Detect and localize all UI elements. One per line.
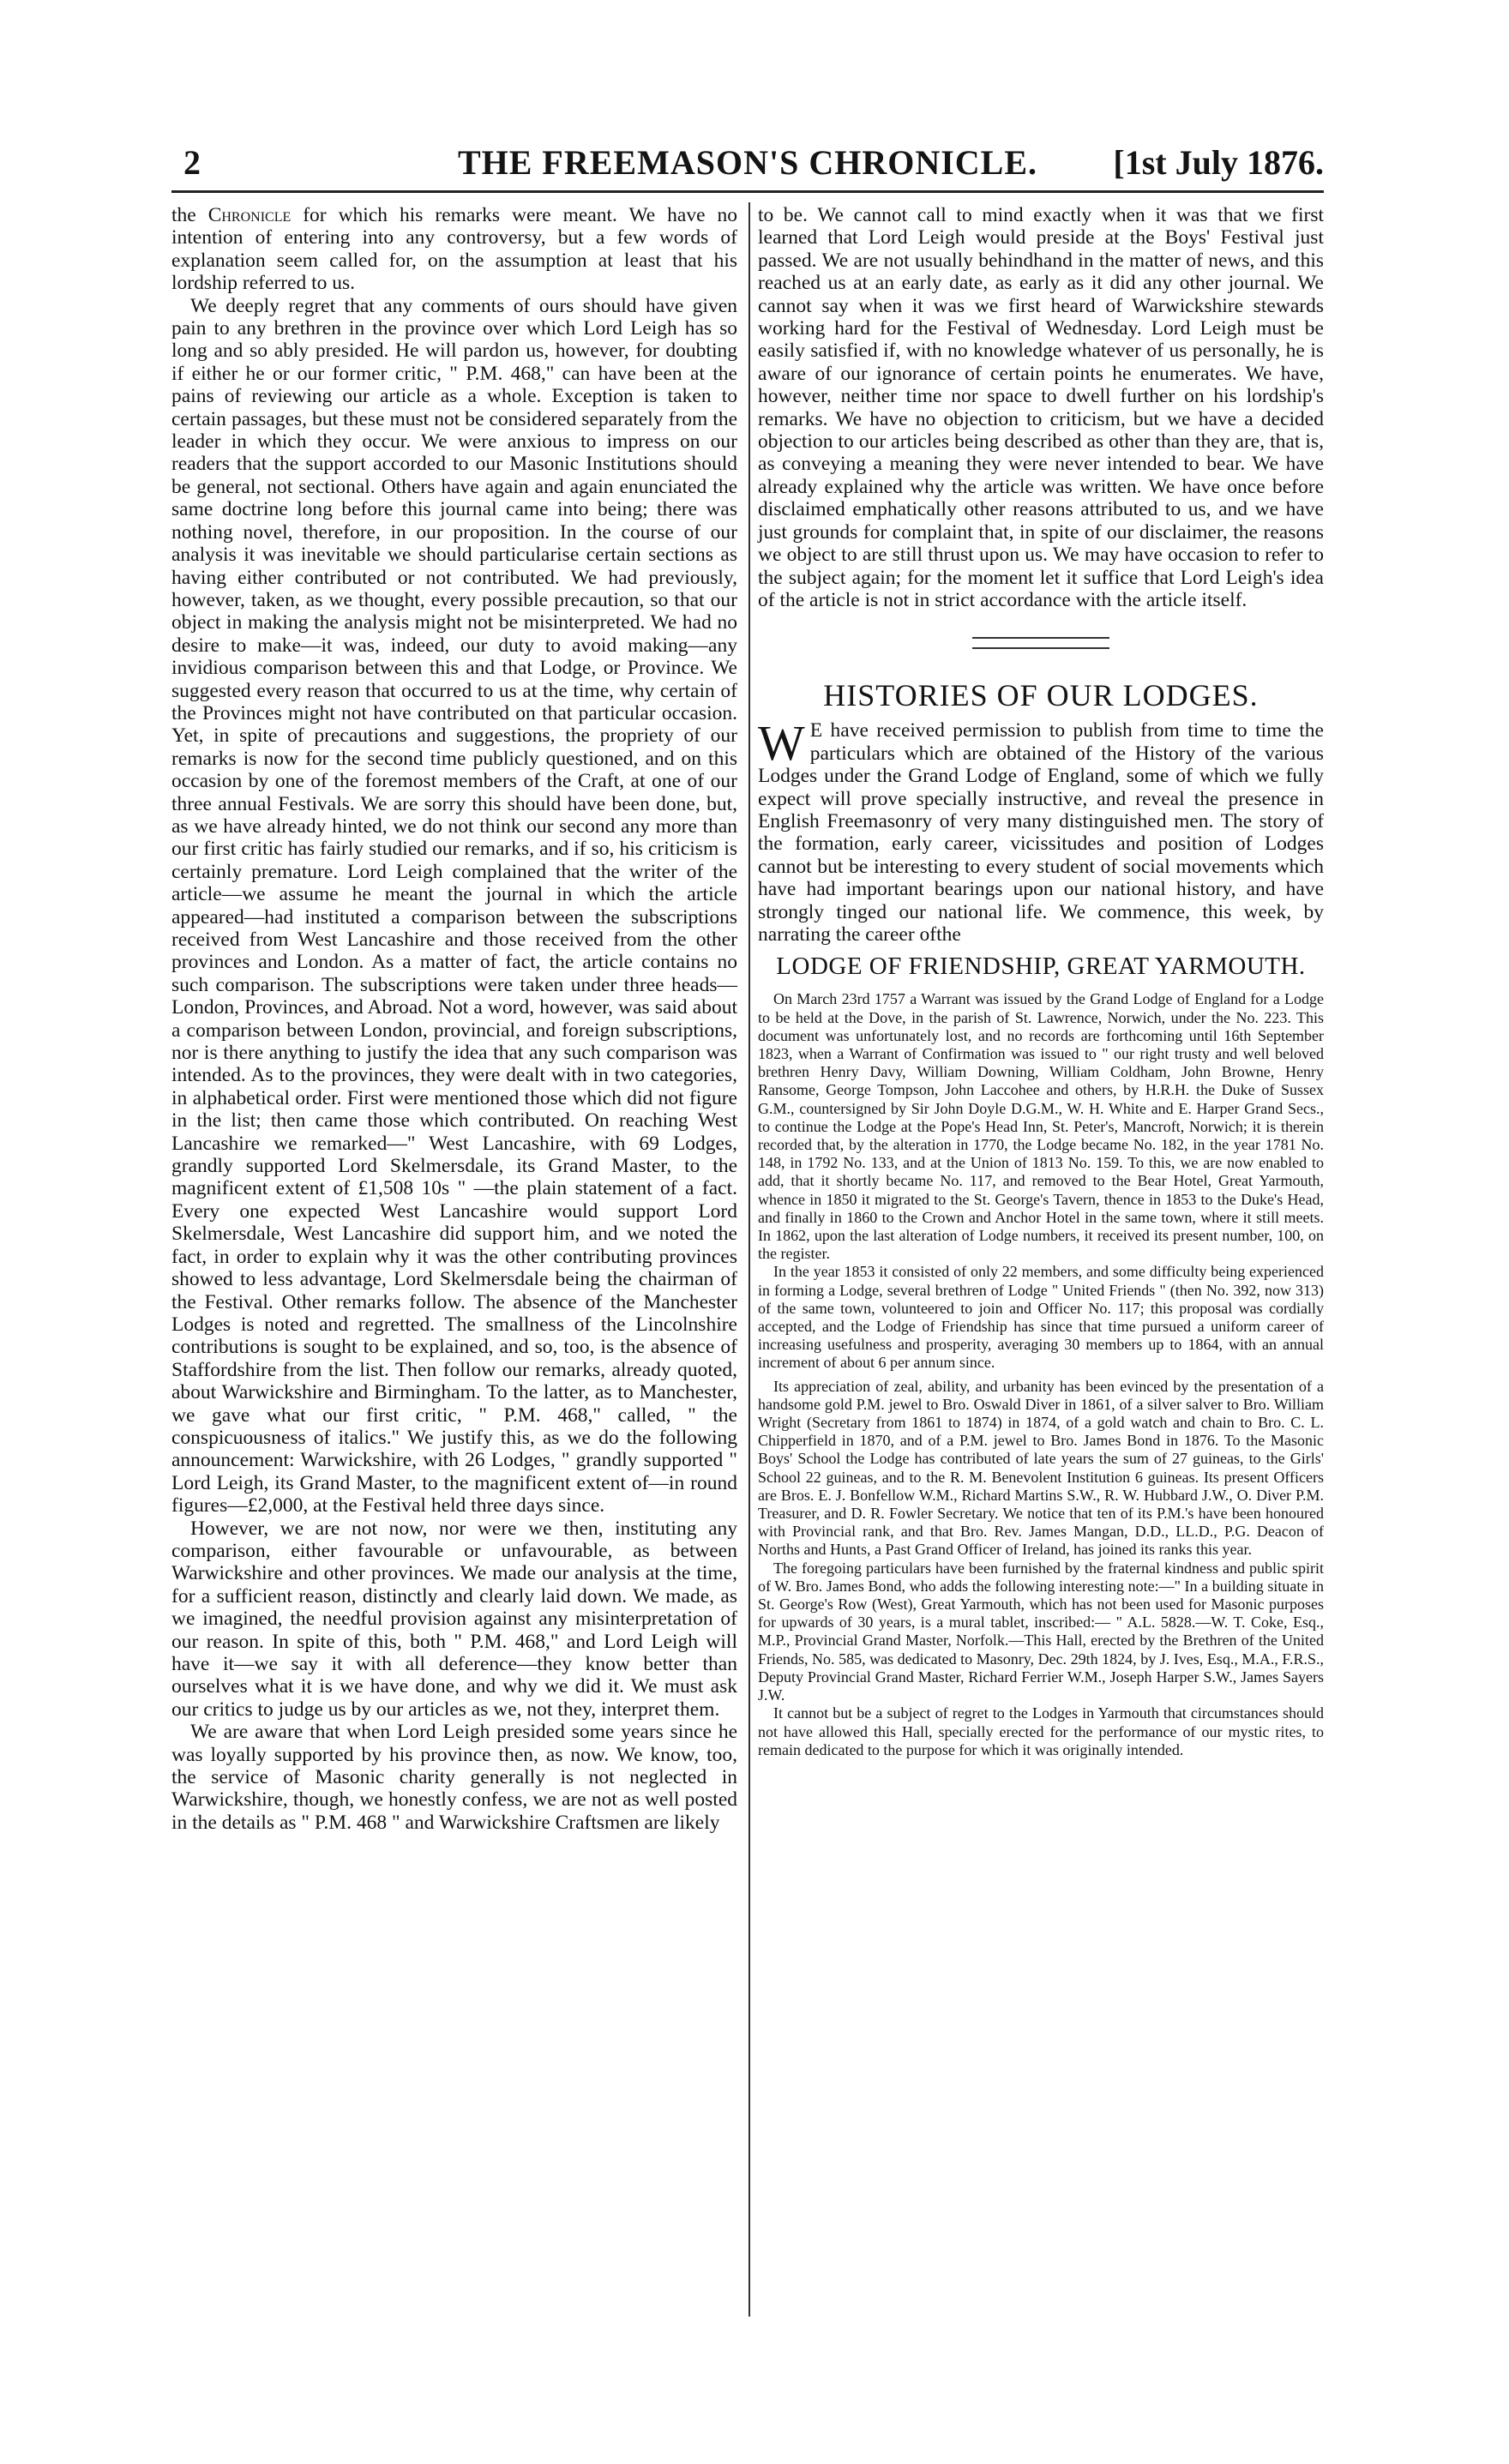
masthead bbox=[171, 139, 1324, 193]
article-subtitle: LODGE OF FRIENDSHIP, GREAT YARMOUTH. bbox=[776, 953, 1306, 981]
section-title: HISTORIES OF OUR LODGES. bbox=[823, 678, 1259, 713]
publication-title: THE FREEMASON'S CHRONICLE. bbox=[457, 143, 1038, 182]
drop-cap: W bbox=[758, 715, 805, 772]
continued-paragraph: to be. We cannot call to mind exactly when it was that we first learned that Lord Leigh would preside at the Boys' Festival just passed. We are not usually behindhand in the matter of news, and this reached us at an early date, as early as it did any other journal. We cannot say when it was we first heard of Warwickshire stewards working hard for the Festival of Wednesday. Lord Leigh must be easily satisfied if, with no knowledge whatever of us personally, he is aware of our ignorance of certain points he enumerates. We have, however, neither time nor space to dwell further on his lordship's remarks. We have no objection to criticism, but we have a decided objection to our articles being described as other than they are, that is, as conveying a meaning they were never intended to bear. We have already explained why the article was written. We have once before disclaimed emphatically other reasons attributed to us, and we have just grounds for complaint that, in spite of our disclaimer, the reasons we object to are still thrust upon us. We may have occasion to refer to the subject again; for the moment let it suffice that Lord Leigh's idea of the article is not in strict accordance with the article itself. bbox=[758, 204, 1324, 611]
paragraph: We are aware that when Lord Leigh presided some years since he was loyally supported by his province then, as now. We know, too, the service of Masonic charity generally is not neglected in Warwickshire, though, we honestly confess, we are not as well posted in the details as " P.M. 468 " and Warwickshire Craftsmen are likely bbox=[171, 1721, 737, 1834]
issue-date: [1st July 1876. bbox=[1113, 143, 1324, 182]
paragraph: In the year 1853 it consisted of only 22 members, and some difficulty being experienced in forming a Lodge, several brethren of Lodge " United Friends " (then No. 392, now 313) of the same town, volunteered to join and Officer No. 117; this proposal was cordially accepted, and the Lodge of Friendship has since that time pursued a uniform career of increasing usefulness and prosperity, averaging 30 members up to 1864, with an annual increment of about 6 per annum since. bbox=[758, 1263, 1324, 1372]
paragraph: The foregoing particulars have been furnished by the fraternal kindness and public spirit of W. Bro. James Bond, who adds the following interesting note:—" In a building situate in St. George's Row (West), Great Yarmouth, which has not been used for Masonic purposes for upwards of 30 years, is a mural tablet, inscribed:— " A.L. 5828.—W. T. Coke, Esq., M.P., Provincial Grand Master, Norfolk.—This Hall, erected by the Brethren of the United Friends, No. 585, was dedicated to Masonry, Dec. 29th 1824, by J. Ives, Esq., M.A., F.R.S., Deputy Provincial Grand Master, Richard Ferrier W.M., Joseph Harper S.W., James Sayers J.W. bbox=[758, 1559, 1324, 1704]
paragraph: However, we are not now, nor were we then, instituting any comparison, either favourable or unfavourable, as between Warwickshire and other provinces. We made our analysis at the time, for a sufficient reason, distinctly and clearly laid down. We made, as we imagined, the needful provision against any misinterpretation of our reason. In spite of this, both " P.M. 468," and Lord Leigh will have it—we say it with all deference—they know better than ourselves what it is we have done, and why we did it. We must ask our critics to judge us by our articles as we, not they, interpret them. bbox=[171, 1517, 737, 1721]
paragraph: We deeply regret that any comments of ours should have given pain to any brethren in the province over which Lord Leigh has so long and so ably presided. He will pardon us, however, for doubting if either he or our former critic, " P.M. 468," can have been at the pains of reviewing our article as a whole. Exception is taken to certain passages, but these must not be considered separately from the leader in which they occur. We were anxious to impress on our readers that the support accorded to our Masonic Institutions should be general, not sectional. Others have again and again enunciated the same doctrine long before this journal came into being; there was nothing novel, therefore, in our proposition. In the course of our analysis it was inevitable we should particularise certain sections as having either contributed or not contributed. We had previously, however, taken, as we thought, every possible precaution, so that our object in making the analysis might not be misinterpreted. We had no desire to make—it was, indeed, our duty to avoid making—any invidious comparison between this and that Lodge, or Province. We suggested every reason that occurred to us at the time, why certain of the Provinces might not have contributed on that particular occasion. Yet, in spite of precautions and suggestions, the propriety of our remarks is now for the second time publicly questioned, and on this occasion by one of the foremost members of the Craft, at one of our three annual Festivals. We are sorry this should have been done, but, as we have already hinted, we do not think our second any more than our first critic has fairly studied our remarks, and if so, his criticism is certainly premature. Lord Leigh complained that the writer of the article—we assume he meant the journal in which the article appeared—had instituted a comparison between the subscriptions received from West Lancashire and those received from the other provinces and London. As a matter of fact, the article contains no such comparison. The subscriptions were taken under three heads—London, Provinces, and Abroad. Not a word, however, was said about a comparison between London, provincial, and foreign subscriptions, nor is there anything to justify the idea that any such comparison was intended. As to the provinces, they were dealt with in two categories, in alphabetical order. First were mentioned those which did not figure in the list; then came those which contributed. On reaching West Lancashire we remarked—" West Lancashire, with 69 Lodges, grandly supported Lord Skelmersdale, its Grand Master, to the magnificent extent of £1,508 10s " —the plain statement of a fact. Every one expected West Lancashire would support Lord Skelmersdale, West Lancashire did support him, and we noted the fact, in order to explain why it was the other contributing provinces showed to less advantage, Lord Skelmersdale being the chairman of the Festival. Other remarks follow. The absence of the Manchester Lodges is noted and regretted. The smallness of the Lincolnshire contributions is sought to be explained, and so, too, is the absence of Staffordshire from the list. Then follow our remarks, already quoted, about Warwickshire and Birmingham. To the latter, as to Manchester, we gave what our first critic, " P.M. 468," called, " the conspicuousness of italics." We justify this, as we do the following announcement: Warwickshire, with 26 Lodges, " grandly supported " Lord Leigh, its Grand Master, to the magnificent extent of—in round figures—£2,000, at the Festival held three days since. bbox=[171, 294, 737, 1517]
paragraph: It cannot but be a subject of regret to the Lodges in Yarmouth that circumstances should not have allowed this Hall, specially erected for the performance of our mystic rites, to remain dedicated to the purpose for which it was originally intended. bbox=[758, 1704, 1324, 1758]
section-intro-paragraph: W E have received permission to publish from time to time the particulars which are obtained of the History of the various Lodges under the Grand Lodge of England, some of which we fully expect will prove specially instructive, and reveal the presence in English Freemasonry of very many distinguished men. The story of the formation, early career, vicissitudes and position of Lodges cannot but be interesting to every student of social movements which have had important bearings upon our national history, and have strongly tinged our national life. We commence, this week, by narrating the career ofthe bbox=[758, 715, 1324, 946]
paragraph: Its appreciation of zeal, ability, and urbanity has been evinced by the presentation of a handsome gold P.M. jewel to Bro. Oswald Diver in 1861, of a silver salver to Bro. William Wright (Secretary from 1861 to 1874) in 1874, of a gold watch and chain to Bro. C. L. Chipperfield in 1870, and of a P.M. jewel to Bro. James Bond in 1876. To the Masonic Boys' School the Lodge has contributed of late years the sum of 27 guineas, to the Girls' School 22 guineas, and to the R. M. Benevolent Institution 6 guineas. Its present Officers are Bros. E. J. Bonfellow W.M., Richard Martins S.W., R. W. Hubbard J.W., O. Diver P.M. Treasurer, and D. R. Fowler Secretary. We notice that ten of its P.M.'s have been honoured with Provincial rank, and that Bro. Rev. James Mangan, D.D., LL.D., P.G. Deacon of Norths and Hunts, a Past Grand Officer of Ireland, has joined its ranks this year. bbox=[758, 1377, 1324, 1559]
opening-paragraph: the Chronicle for which his remarks were meant. We have no intention of entering into any controversy, but a few words of explanation seem called for, on the assumption at least that his lordship referred to us. bbox=[171, 204, 737, 295]
right-column bbox=[758, 204, 1324, 1759]
page-number: 2 bbox=[183, 143, 201, 182]
lodge-history-text bbox=[758, 990, 1324, 1759]
column-divider bbox=[748, 202, 750, 2317]
left-column bbox=[171, 204, 737, 1834]
section-separator bbox=[972, 637, 1109, 649]
paragraph: On March 23rd 1757 a Warrant was issued by the Grand Lodge of England for a Lodge to be held at the Dove, in the parish of St. Lawrence, Norwich, under the No. 223. This document was unfortunately lost, and no records are forthcoming until 16th September 1823, when a Warrant of Confirmation was issued to " our right trusty and well beloved brethren Henry Davy, William Downing, William Coldham, John Browne, Henry Ransome, George Tompson, John Laccohee and others, by H.R.H. the Duke of Sussex G.M., countersigned by Sir John Doyle D.G.M., W. H. White and E. Harper Grand Secs., to continue the Lodge at the Pope's Head Inn, St. Peter's, Mancroft, Norwich; it is therein recorded that, by the alteration in 1770, the Lodge became No. 182, in the year 1781 No. 148, in 1792 No. 133, and at the Union of 1813 No. 159. To this, we are now enabled to add, that it shortly became No. 117, and removed to the Bear Hotel, Great Yarmouth, whence in 1850 it migrated to the St. George's Tavern, thence in 1853 to the Duke's Head, and finally in 1860 to the Crown and Anchor Hotel in the same town, where it still meets. In 1862, upon the last alteration of Lodge numbers, it received its present number, 100, on the register. bbox=[758, 990, 1324, 1263]
